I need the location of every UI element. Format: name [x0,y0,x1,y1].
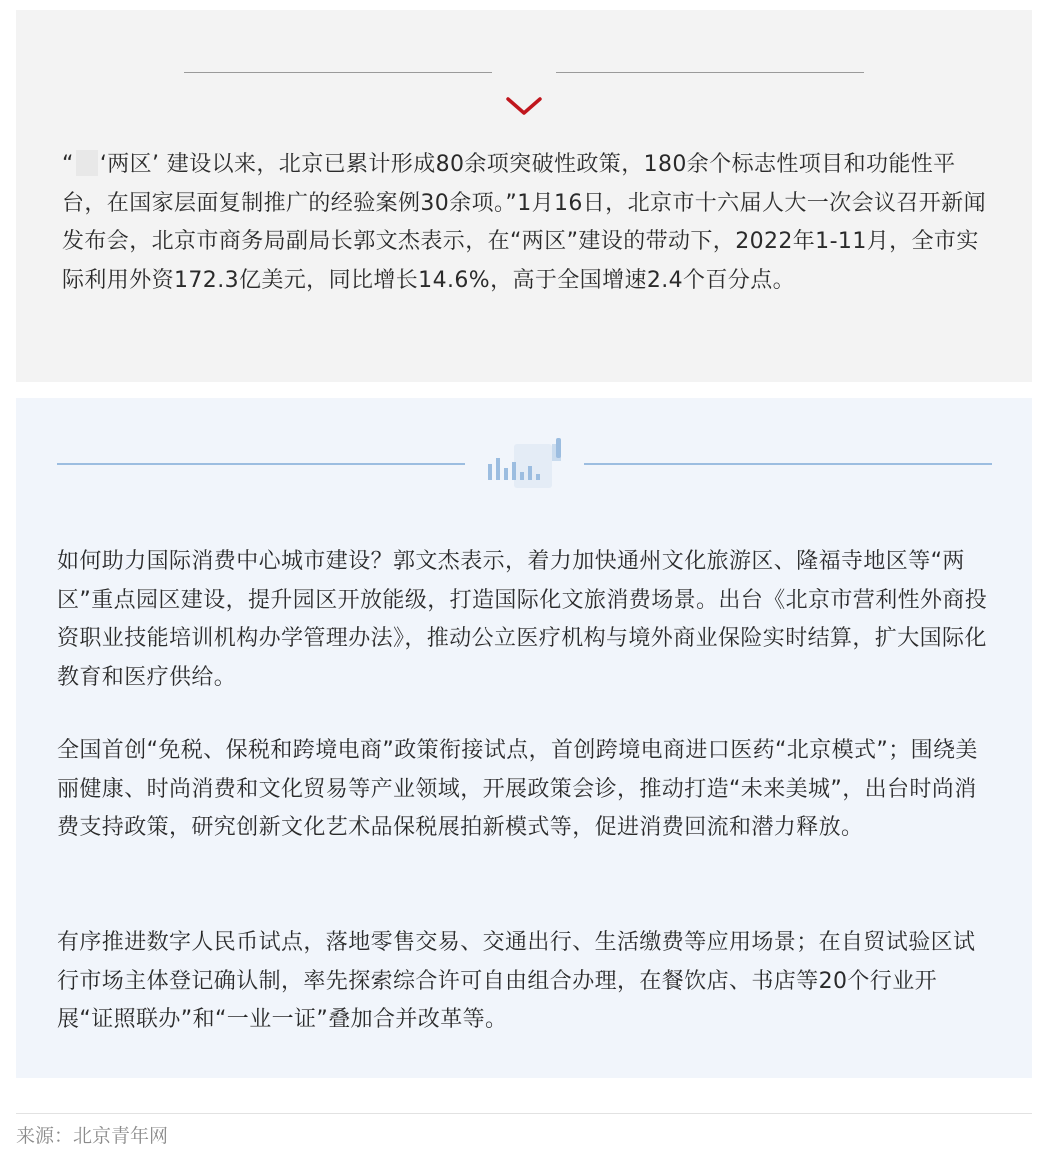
document-chart-icon [486,436,564,492]
source-credit: 来源：北京青年网 [16,1125,169,1147]
chevron-down-icon [504,96,544,116]
body-paragraph: 有序推进数字人民币试点，落地零售交易、交通出行、生活缴费等应用场景；在自贸试验区试行市场主体登记确认制，率先探索综合许可自由组合办理，在餐饮店、书店等20个行业开展“证照联办”和“一业一证”叠加合并改革等。 [57,930,976,1032]
intro-quote-body: ‘两区’ 建设以来，北京已累计形成80余项突破性政策，180余个标志性项目和功能性平台，在国家层面复制推广的经验案例30余项。”1月16日，北京市十六届人大一次会议召开新闻发布会，北京市商务局副局长郭文杰表示，在“两区”建设的带动下，2022年1-11月，全市实际利用外资172.3亿美元，同比增长14.6%，高于全国增速2.4个百分点。 [62,152,986,293]
divider-line-left [57,463,465,465]
article-body-panel [16,398,1032,1078]
source-divider [16,1113,1032,1114]
intro-quote-panel [16,10,1032,382]
divider-line-left [184,72,492,73]
divider-line-right [584,463,992,465]
body-paragraph: 如何助力国际消费中心城市建设？郭文杰表示，着力加快通州文化旅游区、隆福寺地区等“两区”重点园区建设，提升园区开放能级，打造国际化文旅消费场景。出台《北京市营利性外商投资职业技能培训机构办学管理办法》，推动公立医疗机构与境外商业保险实时结算，扩大国际化教育和医疗供给。 [57,549,988,690]
intro-quote-text [62,146,992,300]
divider-line-right [556,72,864,73]
open-quote-mark: “ [62,152,74,177]
quote-highlight-mark [76,150,98,176]
body-paragraph: 全国首创“免税、保税和跨境电商”政策衔接试点，首创跨境电商进口医药“北京模式”；围绕美丽健康、时尚消费和文化贸易等产业领域，开展政策会诊，推动打造“未来美城”，出台时尚消费支持政策，研究创新文化艺术品保税展拍新模式等，促进消费回流和潜力释放。 [57,738,978,840]
